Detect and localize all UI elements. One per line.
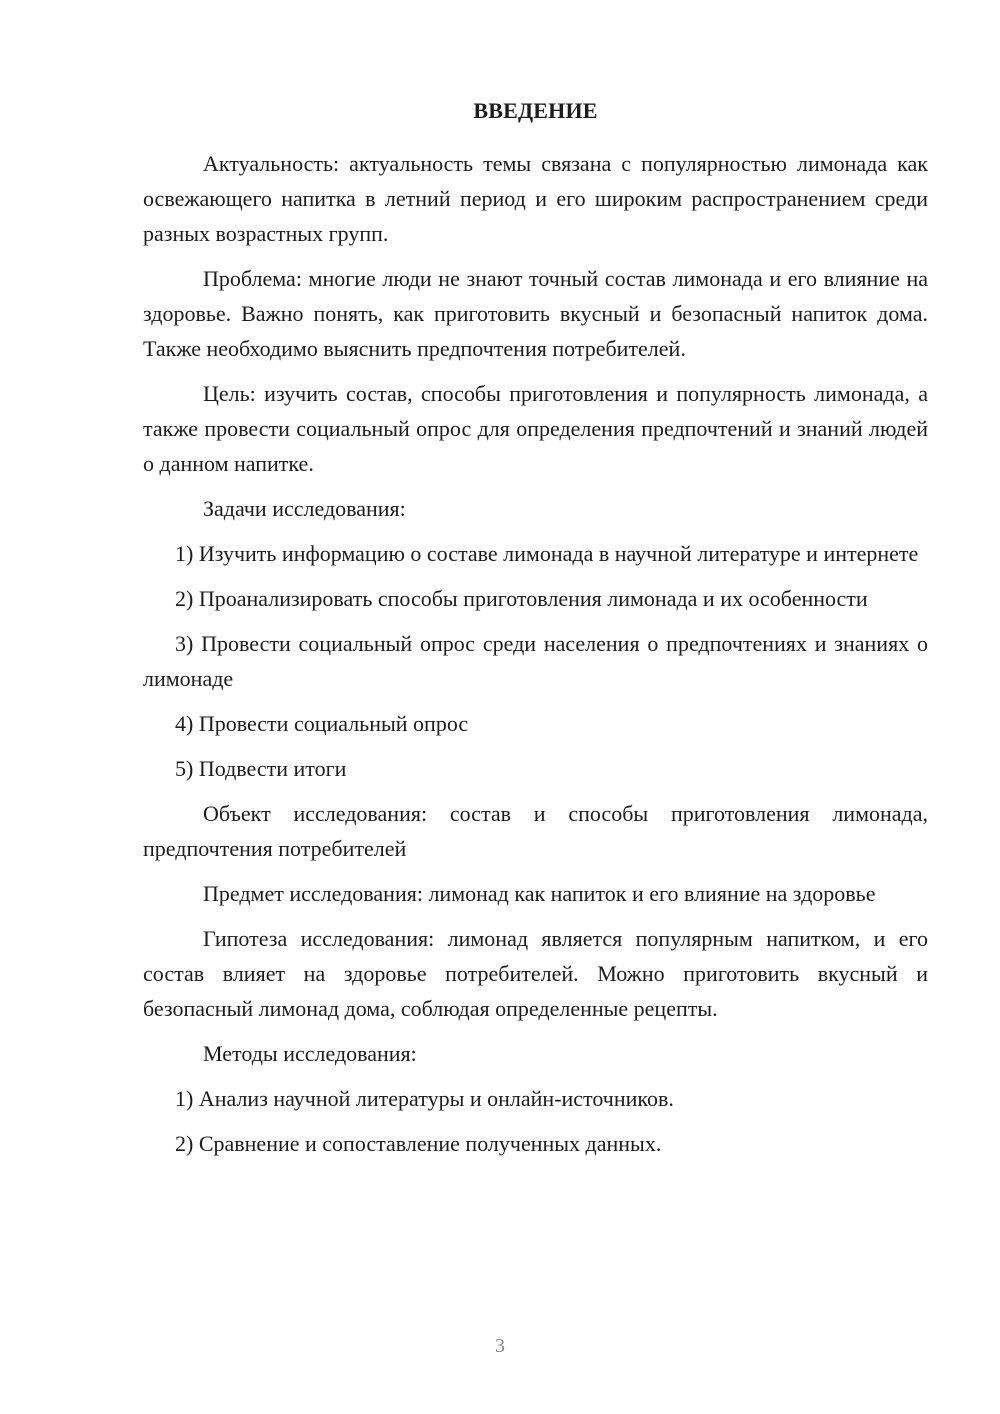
task-item-5: 5) Подвести итоги: [175, 756, 347, 781]
task-item-4: 4) Провести социальный опрос: [175, 711, 469, 736]
object-paragraph: Объект исследования: состав и способы приготовления лимонада, предпочтения потребителей: [143, 801, 928, 861]
subject-paragraph: Предмет исследования: лимонад как напиток и его влияние на здоровье: [203, 881, 876, 906]
actuality-paragraph: Актуальность: актуальность темы связана с популярностью лимонада как освежающего напитка в летний период и его широким распространением среди разных возрастных групп.: [143, 151, 928, 246]
problem-paragraph: Проблема: многие люди не знают точный состав лимонада и его влияние на здоровье. Важно понять, как приготовить вкусный и безопасный напиток дома. Также необходимо выяснить предпочтения потребителей.: [143, 266, 928, 361]
task-item-1: 1) Изучить информацию о составе лимонада в научной литературе и интернете: [175, 541, 919, 566]
task-item-2: 2) Проанализировать способы приготовления лимонада и их особенности: [175, 586, 868, 611]
page-title: ВВЕДЕНИЕ: [473, 98, 598, 123]
method-item-1: 1) Анализ научной литературы и онлайн-источников.: [175, 1086, 674, 1111]
hypothesis-paragraph: Гипотеза исследования: лимонад является популярным напитком, и его состав влияет на здоровье потребителей. Можно приготовить вкусный и безопасный лимонад дома, соблюдая определенные рецепты.: [143, 926, 928, 1021]
document-body: [143, 146, 928, 1171]
method-item-2: 2) Сравнение и сопоставление полученных данных.: [175, 1131, 662, 1156]
task-item-3: 3) Провести социальный опрос среди населения о предпочтениях и знаниях о лимонаде: [143, 631, 928, 691]
methods-title: Методы исследования:: [203, 1041, 417, 1066]
page-number: 3: [495, 1335, 505, 1357]
tasks-title: Задачи исследования:: [203, 496, 406, 521]
goal-paragraph: Цель: изучить состав, способы приготовления и популярность лимонада, а также провести социальный опрос для определения предпочтений и знаний людей о данном напитке.: [143, 381, 928, 476]
